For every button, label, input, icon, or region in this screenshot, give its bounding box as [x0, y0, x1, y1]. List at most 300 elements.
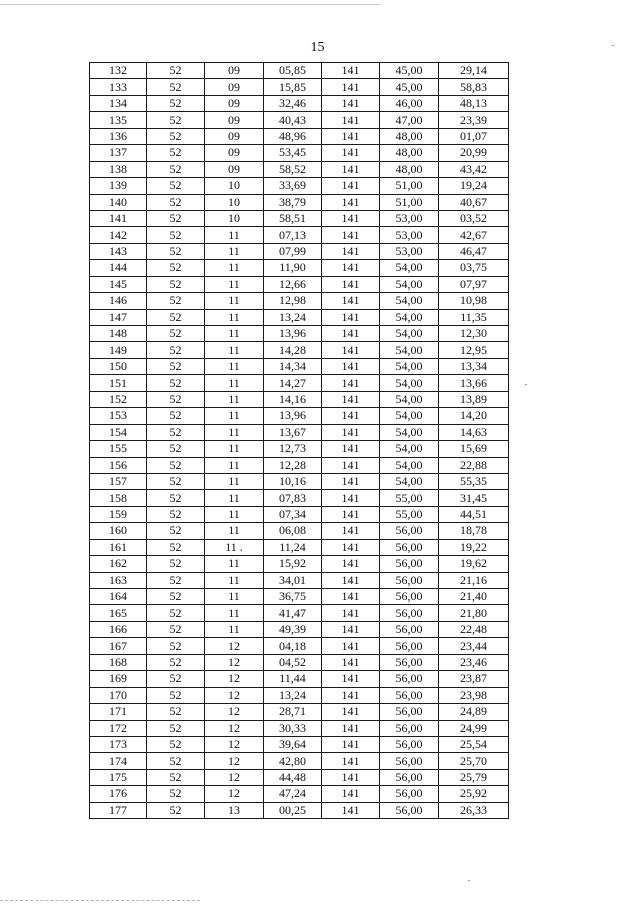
lat-seconds-cell: 13,24: [264, 309, 322, 325]
lon-seconds-cell: 23,98: [439, 687, 509, 703]
lon-minutes-cell: 56,00: [380, 638, 439, 654]
lon-degrees-cell: 141: [322, 358, 380, 374]
table-row: [90, 145, 509, 161]
lon-minutes-cell: 56,00: [380, 671, 439, 687]
lon-seconds-cell: 29,14: [439, 63, 509, 79]
lon-degrees-cell: 141: [322, 326, 380, 342]
point-number-cell: 143: [90, 243, 147, 259]
table-row: [90, 161, 509, 177]
lat-seconds-cell: 58,51: [264, 210, 322, 226]
lat-minutes-cell: 09: [205, 112, 264, 128]
lat-degrees-cell: 52: [147, 210, 205, 226]
table-row: [90, 490, 509, 506]
lat-degrees-cell: 52: [147, 506, 205, 522]
lon-minutes-cell: 54,00: [380, 342, 439, 358]
lon-seconds-cell: 25,79: [439, 769, 509, 785]
point-number-cell: 136: [90, 128, 147, 144]
lon-minutes-cell: 56,00: [380, 769, 439, 785]
lat-seconds-cell: 13,96: [264, 326, 322, 342]
lon-seconds-cell: 46,47: [439, 243, 509, 259]
point-number-cell: 151: [90, 375, 147, 391]
table-row: [90, 441, 509, 457]
lon-minutes-cell: 56,00: [380, 572, 439, 588]
lon-minutes-cell: 48,00: [380, 161, 439, 177]
lat-minutes-cell: 11 .: [205, 539, 264, 555]
lon-minutes-cell: 54,00: [380, 326, 439, 342]
lon-seconds-cell: 21,40: [439, 589, 509, 605]
table-row: [90, 276, 509, 292]
lon-degrees-cell: 141: [322, 309, 380, 325]
lon-seconds-cell: 24,89: [439, 704, 509, 720]
lat-seconds-cell: 13,24: [264, 687, 322, 703]
lat-degrees-cell: 52: [147, 161, 205, 177]
lat-seconds-cell: 12,73: [264, 441, 322, 457]
lat-degrees-cell: 52: [147, 556, 205, 572]
lon-seconds-cell: 31,45: [439, 490, 509, 506]
lat-minutes-cell: 13: [205, 802, 264, 818]
lat-degrees-cell: 52: [147, 128, 205, 144]
lat-minutes-cell: 11: [205, 457, 264, 473]
lon-degrees-cell: 141: [322, 276, 380, 292]
lon-degrees-cell: 141: [322, 704, 380, 720]
point-number-cell: 177: [90, 802, 147, 818]
point-number-cell: 145: [90, 276, 147, 292]
lat-seconds-cell: 47,24: [264, 786, 322, 802]
lat-seconds-cell: 07,34: [264, 506, 322, 522]
lon-minutes-cell: 51,00: [380, 178, 439, 194]
lon-seconds-cell: 25,92: [439, 786, 509, 802]
lat-minutes-cell: 11: [205, 473, 264, 489]
lat-degrees-cell: 52: [147, 79, 205, 95]
lat-degrees-cell: 52: [147, 112, 205, 128]
lon-degrees-cell: 141: [322, 161, 380, 177]
lon-degrees-cell: 141: [322, 293, 380, 309]
lon-minutes-cell: 56,00: [380, 753, 439, 769]
point-number-cell: 176: [90, 786, 147, 802]
lon-seconds-cell: 22,48: [439, 621, 509, 637]
lon-seconds-cell: 11,35: [439, 309, 509, 325]
table-row: [90, 523, 509, 539]
lat-seconds-cell: 44,48: [264, 769, 322, 785]
table-row: [90, 736, 509, 752]
table-row: [90, 621, 509, 637]
point-number-cell: 153: [90, 408, 147, 424]
lat-degrees-cell: 52: [147, 358, 205, 374]
lat-minutes-cell: 09: [205, 79, 264, 95]
lon-degrees-cell: 141: [322, 112, 380, 128]
table-row: [90, 243, 509, 259]
point-number-cell: 156: [90, 457, 147, 473]
lat-degrees-cell: 52: [147, 654, 205, 670]
lat-seconds-cell: 42,80: [264, 753, 322, 769]
lon-minutes-cell: 56,00: [380, 556, 439, 572]
lon-degrees-cell: 141: [322, 687, 380, 703]
lat-seconds-cell: 11,24: [264, 539, 322, 555]
lat-degrees-cell: 52: [147, 753, 205, 769]
table-row: [90, 79, 509, 95]
lat-degrees-cell: 52: [147, 375, 205, 391]
lon-degrees-cell: 141: [322, 621, 380, 637]
lat-minutes-cell: 12: [205, 720, 264, 736]
lon-minutes-cell: 56,00: [380, 589, 439, 605]
lat-seconds-cell: 32,46: [264, 95, 322, 111]
point-number-cell: 148: [90, 326, 147, 342]
lon-degrees-cell: 141: [322, 194, 380, 210]
table-row: [90, 786, 509, 802]
point-number-cell: 140: [90, 194, 147, 210]
lat-degrees-cell: 52: [147, 704, 205, 720]
lon-minutes-cell: 54,00: [380, 260, 439, 276]
lon-seconds-cell: 26,33: [439, 802, 509, 818]
lat-degrees-cell: 52: [147, 720, 205, 736]
lon-minutes-cell: 56,00: [380, 720, 439, 736]
table-row: [90, 342, 509, 358]
point-number-cell: 133: [90, 79, 147, 95]
lat-minutes-cell: 11: [205, 572, 264, 588]
table-row: [90, 95, 509, 111]
lat-seconds-cell: 07,99: [264, 243, 322, 259]
lon-minutes-cell: 51,00: [380, 194, 439, 210]
lat-seconds-cell: 04,18: [264, 638, 322, 654]
lat-minutes-cell: 11: [205, 243, 264, 259]
table-row: [90, 506, 509, 522]
lat-minutes-cell: 11: [205, 424, 264, 440]
lon-degrees-cell: 141: [322, 556, 380, 572]
lon-minutes-cell: 45,00: [380, 63, 439, 79]
lat-minutes-cell: 12: [205, 769, 264, 785]
lat-minutes-cell: 10: [205, 194, 264, 210]
point-number-cell: 154: [90, 424, 147, 440]
lat-minutes-cell: 10: [205, 210, 264, 226]
lon-seconds-cell: 14,63: [439, 424, 509, 440]
point-number-cell: 155: [90, 441, 147, 457]
lat-minutes-cell: 11: [205, 260, 264, 276]
lat-seconds-cell: 15,85: [264, 79, 322, 95]
lon-degrees-cell: 141: [322, 753, 380, 769]
lon-minutes-cell: 56,00: [380, 736, 439, 752]
lon-minutes-cell: 54,00: [380, 457, 439, 473]
point-number-cell: 170: [90, 687, 147, 703]
point-number-cell: 159: [90, 506, 147, 522]
lat-degrees-cell: 52: [147, 326, 205, 342]
scan-speck: [612, 45, 614, 46]
lat-seconds-cell: 14,34: [264, 358, 322, 374]
lon-seconds-cell: 12,30: [439, 326, 509, 342]
lat-degrees-cell: 52: [147, 441, 205, 457]
point-number-cell: 162: [90, 556, 147, 572]
lon-minutes-cell: 54,00: [380, 424, 439, 440]
point-number-cell: 132: [90, 63, 147, 79]
lon-degrees-cell: 141: [322, 243, 380, 259]
table-row: [90, 589, 509, 605]
point-number-cell: 173: [90, 736, 147, 752]
lat-degrees-cell: 52: [147, 194, 205, 210]
lon-minutes-cell: 47,00: [380, 112, 439, 128]
lat-degrees-cell: 52: [147, 145, 205, 161]
lat-minutes-cell: 11: [205, 342, 264, 358]
lon-degrees-cell: 141: [322, 539, 380, 555]
table-row: [90, 358, 509, 374]
lat-minutes-cell: 11: [205, 391, 264, 407]
lon-degrees-cell: 141: [322, 506, 380, 522]
lon-seconds-cell: 23,46: [439, 654, 509, 670]
table-row: [90, 802, 509, 818]
lon-seconds-cell: 13,66: [439, 375, 509, 391]
lon-seconds-cell: 07,97: [439, 276, 509, 292]
lat-minutes-cell: 12: [205, 671, 264, 687]
lat-minutes-cell: 11: [205, 408, 264, 424]
lon-minutes-cell: 53,00: [380, 210, 439, 226]
lon-seconds-cell: 03,75: [439, 260, 509, 276]
lon-degrees-cell: 141: [322, 178, 380, 194]
lon-minutes-cell: 54,00: [380, 375, 439, 391]
lon-minutes-cell: 56,00: [380, 621, 439, 637]
lat-minutes-cell: 12: [205, 638, 264, 654]
table-row: [90, 227, 509, 243]
lat-degrees-cell: 52: [147, 424, 205, 440]
lat-minutes-cell: 11: [205, 556, 264, 572]
lat-minutes-cell: 11: [205, 293, 264, 309]
lat-seconds-cell: 12,28: [264, 457, 322, 473]
lon-seconds-cell: 48,13: [439, 95, 509, 111]
lat-seconds-cell: 33,69: [264, 178, 322, 194]
lat-seconds-cell: 13,96: [264, 408, 322, 424]
lat-minutes-cell: 11: [205, 441, 264, 457]
lat-seconds-cell: 40,43: [264, 112, 322, 128]
point-number-cell: 161: [90, 539, 147, 555]
lon-seconds-cell: 01,07: [439, 128, 509, 144]
point-number-cell: 147: [90, 309, 147, 325]
lon-minutes-cell: 54,00: [380, 408, 439, 424]
lat-seconds-cell: 05,85: [264, 63, 322, 79]
lat-seconds-cell: 14,27: [264, 375, 322, 391]
point-number-cell: 149: [90, 342, 147, 358]
lat-degrees-cell: 52: [147, 276, 205, 292]
lat-minutes-cell: 12: [205, 654, 264, 670]
lon-seconds-cell: 43,42: [439, 161, 509, 177]
point-number-cell: 164: [90, 589, 147, 605]
table-row: [90, 391, 509, 407]
table-row: [90, 572, 509, 588]
lon-degrees-cell: 141: [322, 63, 380, 79]
lon-seconds-cell: 13,89: [439, 391, 509, 407]
lon-seconds-cell: 20,99: [439, 145, 509, 161]
lat-degrees-cell: 52: [147, 63, 205, 79]
lon-seconds-cell: 55,35: [439, 473, 509, 489]
lon-minutes-cell: 54,00: [380, 473, 439, 489]
point-number-cell: 138: [90, 161, 147, 177]
point-number-cell: 146: [90, 293, 147, 309]
lat-degrees-cell: 52: [147, 621, 205, 637]
lat-seconds-cell: 14,16: [264, 391, 322, 407]
point-number-cell: 175: [90, 769, 147, 785]
lon-degrees-cell: 141: [322, 654, 380, 670]
lon-degrees-cell: 141: [322, 342, 380, 358]
lon-degrees-cell: 141: [322, 391, 380, 407]
table-row: [90, 704, 509, 720]
point-number-cell: 139: [90, 178, 147, 194]
lat-degrees-cell: 52: [147, 539, 205, 555]
lat-seconds-cell: 12,66: [264, 276, 322, 292]
lon-minutes-cell: 45,00: [380, 79, 439, 95]
lat-seconds-cell: 28,71: [264, 704, 322, 720]
lat-minutes-cell: 12: [205, 687, 264, 703]
table-row: [90, 473, 509, 489]
table-row: [90, 769, 509, 785]
lat-minutes-cell: 11: [205, 326, 264, 342]
lon-degrees-cell: 141: [322, 769, 380, 785]
lon-seconds-cell: 19,62: [439, 556, 509, 572]
lat-degrees-cell: 52: [147, 671, 205, 687]
lon-minutes-cell: 56,00: [380, 802, 439, 818]
lon-seconds-cell: 24,99: [439, 720, 509, 736]
table-row: [90, 210, 509, 226]
lat-seconds-cell: 07,13: [264, 227, 322, 243]
point-number-cell: 135: [90, 112, 147, 128]
lat-seconds-cell: 58,52: [264, 161, 322, 177]
lat-minutes-cell: 11: [205, 227, 264, 243]
lon-degrees-cell: 141: [322, 424, 380, 440]
lat-seconds-cell: 14,28: [264, 342, 322, 358]
lat-degrees-cell: 52: [147, 391, 205, 407]
table-row: [90, 457, 509, 473]
coordinates-table: [89, 62, 509, 819]
table-row: [90, 556, 509, 572]
lat-degrees-cell: 52: [147, 802, 205, 818]
table-row: [90, 424, 509, 440]
lon-seconds-cell: 23,87: [439, 671, 509, 687]
table-row: [90, 293, 509, 309]
lat-degrees-cell: 52: [147, 769, 205, 785]
lon-degrees-cell: 141: [322, 79, 380, 95]
lon-seconds-cell: 42,67: [439, 227, 509, 243]
coordinates-table-body: [90, 63, 509, 819]
page-number: 15: [310, 40, 325, 55]
lon-seconds-cell: 23,44: [439, 638, 509, 654]
lat-degrees-cell: 52: [147, 178, 205, 194]
lat-minutes-cell: 11: [205, 605, 264, 621]
lon-seconds-cell: 23,39: [439, 112, 509, 128]
lat-minutes-cell: 12: [205, 753, 264, 769]
lon-degrees-cell: 141: [322, 408, 380, 424]
lon-seconds-cell: 44,51: [439, 506, 509, 522]
lat-degrees-cell: 52: [147, 260, 205, 276]
lon-degrees-cell: 141: [322, 210, 380, 226]
lon-seconds-cell: 13,34: [439, 358, 509, 374]
lon-minutes-cell: 53,00: [380, 227, 439, 243]
lon-degrees-cell: 141: [322, 95, 380, 111]
lon-minutes-cell: 54,00: [380, 358, 439, 374]
lat-minutes-cell: 11: [205, 276, 264, 292]
table-row: [90, 605, 509, 621]
scan-speck: [525, 384, 527, 385]
lat-seconds-cell: 11,90: [264, 260, 322, 276]
lat-minutes-cell: 09: [205, 161, 264, 177]
lat-seconds-cell: 53,45: [264, 145, 322, 161]
lon-minutes-cell: 46,00: [380, 95, 439, 111]
lat-minutes-cell: 11: [205, 589, 264, 605]
lon-seconds-cell: 18,78: [439, 523, 509, 539]
point-number-cell: 165: [90, 605, 147, 621]
lat-degrees-cell: 52: [147, 589, 205, 605]
point-number-cell: 163: [90, 572, 147, 588]
lat-seconds-cell: 30,33: [264, 720, 322, 736]
top-scan-rule: [0, 4, 380, 5]
point-number-cell: 137: [90, 145, 147, 161]
lat-degrees-cell: 52: [147, 293, 205, 309]
lat-minutes-cell: 12: [205, 704, 264, 720]
table-row: [90, 539, 509, 555]
lon-degrees-cell: 141: [322, 473, 380, 489]
point-number-cell: 160: [90, 523, 147, 539]
lon-degrees-cell: 141: [322, 441, 380, 457]
lon-minutes-cell: 54,00: [380, 276, 439, 292]
lat-degrees-cell: 52: [147, 638, 205, 654]
lon-degrees-cell: 141: [322, 128, 380, 144]
lat-minutes-cell: 11: [205, 621, 264, 637]
lat-seconds-cell: 15,92: [264, 556, 322, 572]
lon-minutes-cell: 56,00: [380, 654, 439, 670]
lon-degrees-cell: 141: [322, 589, 380, 605]
lon-seconds-cell: 19,22: [439, 539, 509, 555]
lon-minutes-cell: 55,00: [380, 490, 439, 506]
lon-degrees-cell: 141: [322, 260, 380, 276]
lon-minutes-cell: 56,00: [380, 539, 439, 555]
lat-degrees-cell: 52: [147, 736, 205, 752]
lat-degrees-cell: 52: [147, 342, 205, 358]
lon-degrees-cell: 141: [322, 457, 380, 473]
point-number-cell: 172: [90, 720, 147, 736]
table-row: [90, 375, 509, 391]
lat-degrees-cell: 52: [147, 523, 205, 539]
lon-seconds-cell: 21,80: [439, 605, 509, 621]
table-row: [90, 638, 509, 654]
point-number-cell: 174: [90, 753, 147, 769]
lat-seconds-cell: 38,79: [264, 194, 322, 210]
table-row: [90, 309, 509, 325]
lat-degrees-cell: 52: [147, 243, 205, 259]
table-row: [90, 112, 509, 128]
lat-minutes-cell: 09: [205, 145, 264, 161]
lat-seconds-cell: 13,67: [264, 424, 322, 440]
lat-seconds-cell: 10,16: [264, 473, 322, 489]
lon-degrees-cell: 141: [322, 638, 380, 654]
lat-degrees-cell: 52: [147, 457, 205, 473]
lon-seconds-cell: 12,95: [439, 342, 509, 358]
lon-degrees-cell: 141: [322, 145, 380, 161]
lat-minutes-cell: 09: [205, 128, 264, 144]
point-number-cell: 142: [90, 227, 147, 243]
point-number-cell: 152: [90, 391, 147, 407]
lat-seconds-cell: 07,83: [264, 490, 322, 506]
lat-degrees-cell: 52: [147, 473, 205, 489]
point-number-cell: 157: [90, 473, 147, 489]
point-number-cell: 169: [90, 671, 147, 687]
point-number-cell: 168: [90, 654, 147, 670]
scan-speck: [468, 880, 470, 881]
lon-degrees-cell: 141: [322, 802, 380, 818]
lat-seconds-cell: 12,98: [264, 293, 322, 309]
lat-degrees-cell: 52: [147, 95, 205, 111]
lon-seconds-cell: 21,16: [439, 572, 509, 588]
lon-degrees-cell: 141: [322, 736, 380, 752]
lon-minutes-cell: 54,00: [380, 441, 439, 457]
lon-degrees-cell: 141: [322, 720, 380, 736]
table-row: [90, 720, 509, 736]
lon-minutes-cell: 54,00: [380, 391, 439, 407]
table-row: [90, 654, 509, 670]
lat-minutes-cell: 09: [205, 63, 264, 79]
